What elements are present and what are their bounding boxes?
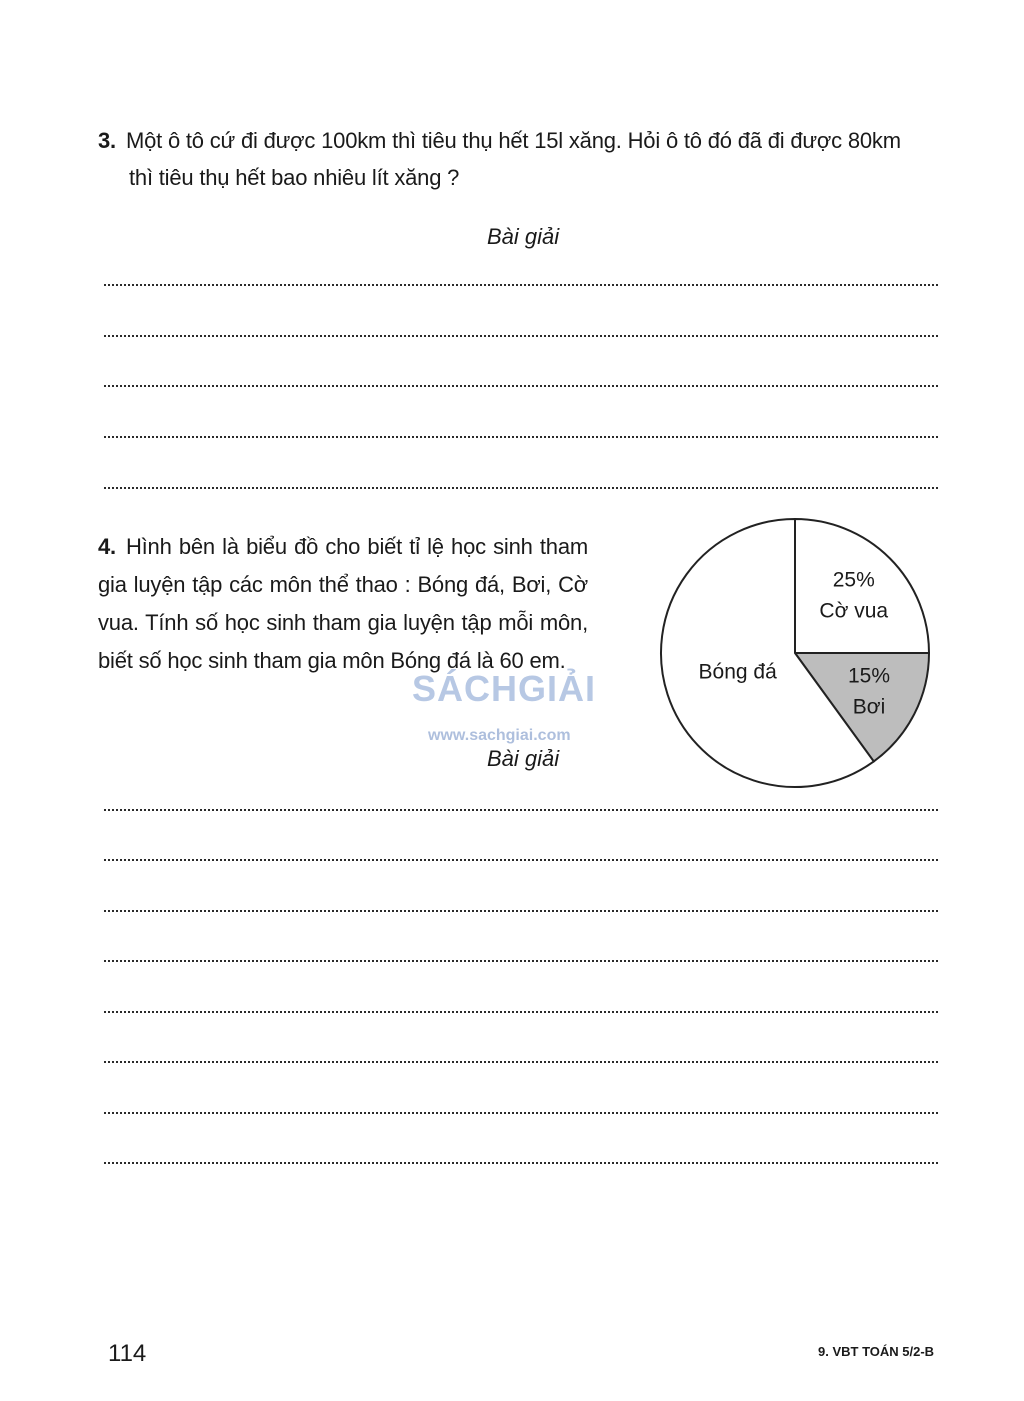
answer-line[interactable] [104,1061,938,1063]
pie-slices [661,519,929,787]
problem-3-solution-heading: Bài giải [487,224,560,249]
answer-line[interactable] [104,859,938,861]
problem-3 [98,122,948,196]
page-number: 114 [108,1340,147,1367]
problem-4-text: Hình bên là biểu đồ cho biết tỉ lệ học sinh tham gia luyện tập các môn thể thao : Bóng đá, Bơi, Cờ vua. Tính số học sinh tham gia luyện tập mỗi môn, biết số học sinh tham gia môn Bóng đá là 60 em. [98,534,588,673]
watermark-url: www.sachgiai.com [428,727,571,744]
answer-line[interactable] [104,335,938,337]
answer-line[interactable] [104,284,938,286]
problem-4 [98,528,588,680]
answer-line[interactable] [104,960,938,962]
pie-label-1: 15% Bơi [848,664,891,719]
answer-line[interactable] [104,487,938,489]
problem-3-text-line2: thì tiêu thụ hết bao nhiêu lít xăng ? [129,165,460,190]
problem-4-solution-heading: Bài giải [487,746,560,771]
book-label: 9. VBT TOÁN 5/2-B [818,1344,935,1359]
answer-line[interactable] [104,1011,938,1013]
answer-line[interactable] [104,436,938,438]
pie-label-2: Bóng đá [698,660,777,684]
sports-pie-chart [650,508,940,798]
problem-4-number: 4. [98,534,116,559]
pie-label-0: 25% Cờ vua [819,568,889,623]
answer-line[interactable] [104,809,938,811]
answer-line[interactable] [104,910,938,912]
answer-line[interactable] [104,1112,938,1114]
problem-3-number: 3. [98,128,116,153]
answer-line[interactable] [104,385,938,387]
problem-3-text-line1: Một ô tô cứ đi được 100km thì tiêu thụ hết 15l xăng. Hỏi ô tô đó đã đi được 80km [125,128,901,153]
watermark-brand: SÁCHGIẢI [412,668,597,709]
answer-line[interactable] [104,1162,938,1164]
